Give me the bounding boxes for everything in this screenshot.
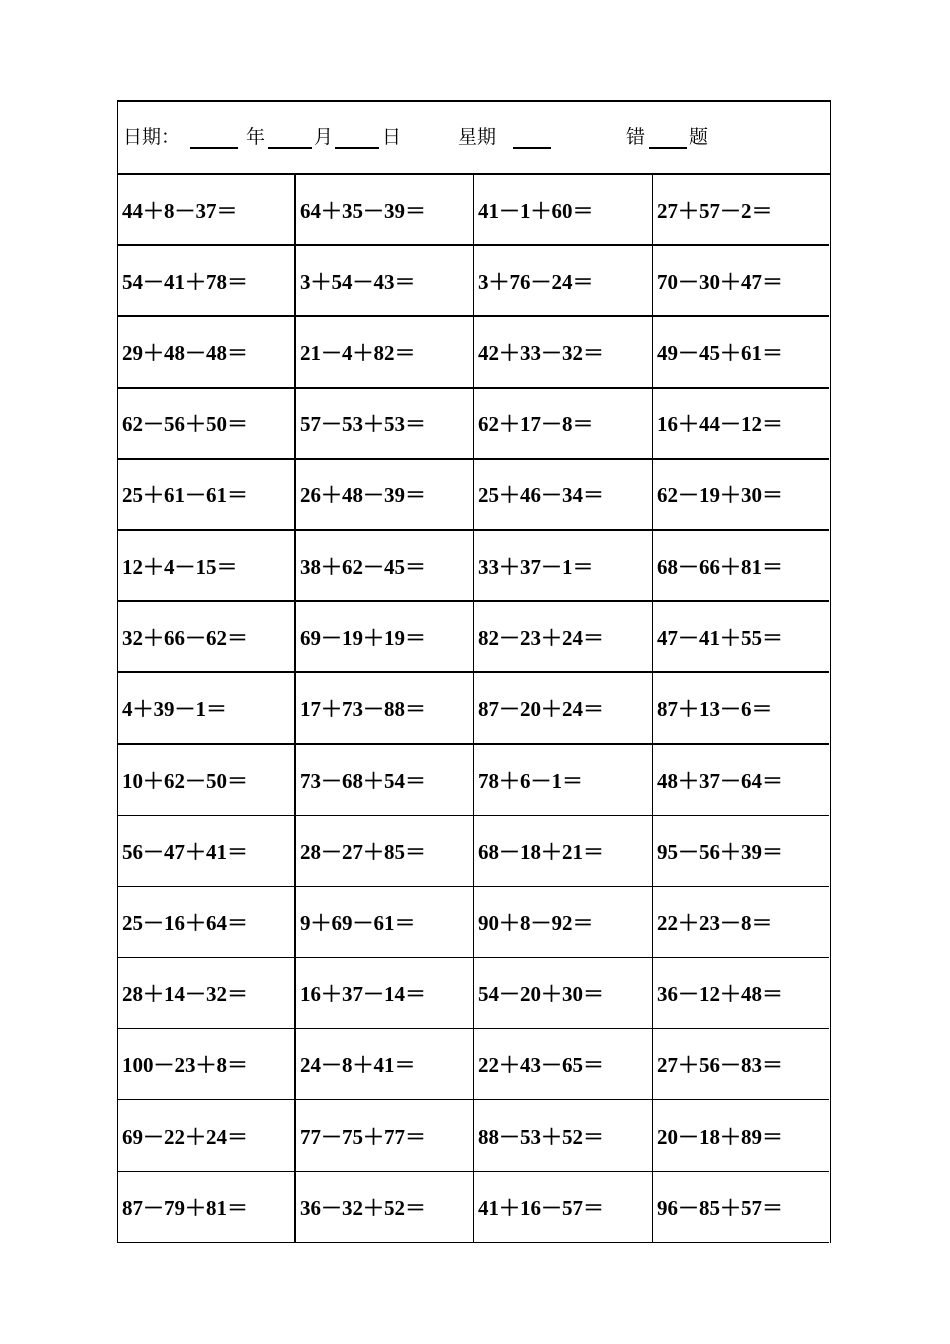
problem-cell: 48＋37－64＝	[653, 745, 829, 816]
problem-cell: 17＋73－88＝	[296, 673, 474, 744]
problem-cell: 27＋56－83＝	[653, 1029, 829, 1100]
problem-cell: 88－53＋52＝	[474, 1100, 653, 1171]
day-blank[interactable]	[335, 147, 379, 149]
problem-cell: 69－22＋24＝	[118, 1100, 296, 1171]
problem-cell: 25＋61－61＝	[118, 460, 296, 531]
problem-cell: 22＋23－8＝	[653, 887, 829, 958]
problem-cell: 25－16＋64＝	[118, 887, 296, 958]
problem-cell: 33＋37－1＝	[474, 531, 653, 602]
problem-cell: 57－53＋53＝	[296, 389, 474, 460]
problem-cell: 56－47＋41＝	[118, 816, 296, 887]
errors-label: 错	[626, 126, 646, 148]
problem-cell: 16＋44－12＝	[653, 389, 829, 460]
problem-cell: 78＋6－1＝	[474, 745, 653, 816]
problem-grid	[118, 175, 830, 1243]
problem-cell: 68－66＋81＝	[653, 531, 829, 602]
problem-cell: 12＋4－15＝	[118, 531, 296, 602]
problem-cell: 62－56＋50＝	[118, 389, 296, 460]
worksheet-header	[118, 102, 830, 175]
problem-cell: 62＋17－8＝	[474, 389, 653, 460]
problem-cell: 70－30＋47＝	[653, 246, 829, 317]
problem-cell: 62－19＋30＝	[653, 460, 829, 531]
day-label: 日	[382, 126, 402, 148]
month-blank[interactable]	[268, 147, 312, 149]
problem-cell: 87＋13－6＝	[653, 673, 829, 744]
problem-cell: 24－8＋41＝	[296, 1029, 474, 1100]
year-blank[interactable]	[190, 147, 238, 149]
problem-cell: 9＋69－61＝	[296, 887, 474, 958]
problem-cell: 36－12＋48＝	[653, 958, 829, 1029]
problem-cell: 38＋62－45＝	[296, 531, 474, 602]
problem-cell: 3＋76－24＝	[474, 246, 653, 317]
problem-cell: 73－68＋54＝	[296, 745, 474, 816]
errors-count-blank[interactable]	[649, 147, 687, 149]
problem-cell: 44＋8－37＝	[118, 175, 296, 246]
problem-cell: 4＋39－1＝	[118, 673, 296, 744]
problem-cell: 69－19＋19＝	[296, 602, 474, 673]
problem-cell: 47－41＋55＝	[653, 602, 829, 673]
problem-cell: 87－79＋81＝	[118, 1172, 296, 1243]
problem-cell: 16＋37－14＝	[296, 958, 474, 1029]
problem-cell: 68－18＋21＝	[474, 816, 653, 887]
problem-cell: 22＋43－65＝	[474, 1029, 653, 1100]
problem-cell: 64＋35－39＝	[296, 175, 474, 246]
date-label: 日期：	[123, 126, 181, 148]
problem-cell: 41－1＋60＝	[474, 175, 653, 246]
problem-cell: 41＋16－57＝	[474, 1172, 653, 1243]
problem-cell: 90＋8－92＝	[474, 887, 653, 958]
questions-label: 题	[689, 126, 709, 148]
problem-cell: 49－45＋61＝	[653, 317, 829, 388]
worksheet-table	[117, 100, 831, 1243]
problem-cell: 96－85＋57＝	[653, 1172, 829, 1243]
problem-cell: 20－18＋89＝	[653, 1100, 829, 1171]
problem-cell: 26＋48－39＝	[296, 460, 474, 531]
problem-cell: 95－56＋39＝	[653, 816, 829, 887]
problem-cell: 28＋14－32＝	[118, 958, 296, 1029]
problem-cell: 100－23＋8＝	[118, 1029, 296, 1100]
problem-cell: 21－4＋82＝	[296, 317, 474, 388]
problem-cell: 82－23＋24＝	[474, 602, 653, 673]
problem-cell: 87－20＋24＝	[474, 673, 653, 744]
problem-cell: 28－27＋85＝	[296, 816, 474, 887]
problem-cell: 10＋62－50＝	[118, 745, 296, 816]
problem-cell: 54－41＋78＝	[118, 246, 296, 317]
problem-cell: 77－75＋77＝	[296, 1100, 474, 1171]
problem-cell: 25＋46－34＝	[474, 460, 653, 531]
problem-cell: 3＋54－43＝	[296, 246, 474, 317]
problem-cell: 32＋66－62＝	[118, 602, 296, 673]
problem-cell: 27＋57－2＝	[653, 175, 829, 246]
weekday-blank[interactable]	[513, 147, 551, 149]
month-label: 月	[314, 126, 334, 148]
problem-cell: 42＋33－32＝	[474, 317, 653, 388]
weekday-label: 星期	[458, 126, 497, 148]
problem-cell: 36－32＋52＝	[296, 1172, 474, 1243]
problem-cell: 54－20＋30＝	[474, 958, 653, 1029]
problem-cell: 29＋48－48＝	[118, 317, 296, 388]
year-label: 年	[246, 126, 266, 148]
